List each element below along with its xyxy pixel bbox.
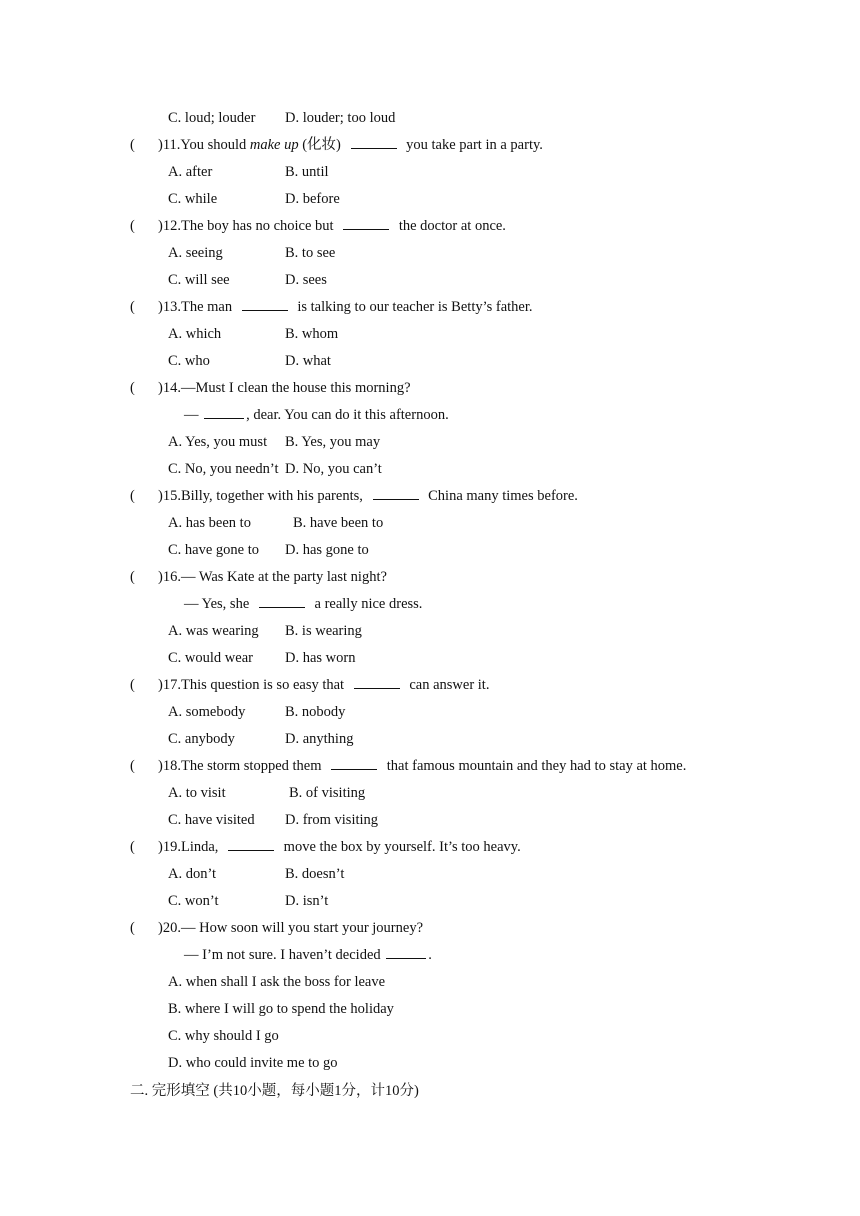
question-text: the doctor at once. [395,218,506,234]
question-number: )15. [158,488,181,504]
question-text: Billy, together with his parents, [180,488,367,504]
question-text: . [428,947,432,963]
option-c: C. loud; louder [168,110,256,126]
option-b: B. whom [285,326,339,342]
question-text: —Must I clean the house this morning? [180,380,411,396]
option-d: D. sees [285,272,327,288]
question-text: You should [180,137,250,153]
option-d: D. has gone to [285,542,369,558]
option-c: C. have visited [168,812,255,828]
question-number: )18. [158,758,181,774]
answer-paren: ( [130,299,135,315]
answer-paren: ( [130,677,135,693]
question-text: can answer it. [405,677,490,693]
question-11 [158,136,543,154]
question-19 [158,838,521,856]
option-b: B. nobody [285,704,346,720]
question-text: The man [180,299,236,315]
question-text: China many times before. [424,488,578,504]
option-a: A. when shall I ask the boss for leave [168,974,386,990]
option-a: A. Yes, you must [168,434,268,450]
question-13 [158,298,533,316]
question-text: Linda, [180,839,223,855]
question-text: — I’m not sure. I haven’t decided [184,947,385,963]
option-c: C. have gone to [168,542,260,558]
question-text: that famous mountain and they had to stay at home. [383,758,687,774]
answer-blank [354,676,400,689]
question-18 [158,757,686,775]
question-text: is talking to our teacher is Betty’s father. [293,299,533,315]
question-number: )17. [158,677,181,693]
option-d: D. who could invite me to go [168,1055,338,1071]
question-text: This question is so easy that [180,677,348,693]
option-c: C. No, you needn’t [168,461,279,477]
option-c: C. anybody [168,731,235,747]
answer-paren: ( [130,218,135,234]
question-20 [158,919,423,937]
option-b: B. to see [285,245,336,261]
answer-blank [242,298,288,311]
question-16 [158,568,387,586]
question-number: )19. [158,839,181,855]
option-d: D. before [285,191,340,207]
option-a: A. somebody [168,704,246,720]
option-b: B. Yes, you may [285,434,381,450]
option-b: B. where I will go to spend the holiday [168,1001,394,1017]
question-14 [158,379,411,397]
option-a: A. to visit [168,785,226,801]
question-number: )16. [158,569,181,585]
question-12 [158,217,506,235]
answer-paren: ( [130,758,135,774]
answer-blank [204,406,244,419]
question-text-italic: make up [249,137,299,153]
section-heading: 二. 完形填空 (共10小题，每小题1分，计10分) [130,1083,419,1099]
question-number: )14. [158,380,181,396]
option-b: B. have been to [293,515,384,531]
answer-blank [259,595,305,608]
option-b: B. doesn’t [285,866,345,882]
question-text: a really nice dress. [310,596,423,612]
answer-blank [386,946,426,959]
answer-paren: ( [130,137,135,153]
answer-paren: ( [130,839,135,855]
question-text: move the box by yourself. It’s too heavy. [280,839,521,855]
option-b: B. until [285,164,329,180]
answer-paren: ( [130,920,135,936]
option-d: D. isn’t [285,893,329,909]
question-text: — Yes, she [184,596,253,612]
question-text: — How soon will you start your journey? [180,920,424,936]
question-number: )20. [158,920,181,936]
option-a: A. was wearing [168,623,259,639]
option-d: D. has worn [285,650,356,666]
option-d: D. from visiting [285,812,379,828]
option-b: B. is wearing [285,623,362,639]
option-c: C. why should I go [168,1028,279,1044]
option-a: A. seeing [168,245,223,261]
question-16-line2 [184,595,422,613]
question-text: , dear. You can do it this afternoon. [246,407,449,423]
answer-paren: ( [130,380,135,396]
option-a: A. don’t [168,866,217,882]
answer-blank [343,217,389,230]
option-a: A. has been to [168,515,251,531]
option-b: B. of visiting [289,785,366,801]
question-text: — [184,407,203,423]
answer-blank [351,136,397,149]
question-text: (化妆) [298,137,345,153]
option-d: D. No, you can’t [285,461,382,477]
question-text: The storm stopped them [180,758,326,774]
option-c: C. won’t [168,893,219,909]
answer-blank [331,757,377,770]
option-c: C. will see [168,272,230,288]
option-c: C. while [168,191,218,207]
option-a: A. after [168,164,213,180]
option-c: C. who [168,353,210,369]
question-number: )12. [158,218,181,234]
option-a: A. which [168,326,222,342]
question-number: )13. [158,299,181,315]
option-d: D. louder; too loud [285,110,396,126]
answer-blank [373,487,419,500]
question-14-line2 [184,406,449,424]
question-text: you take part in a party. [402,137,543,153]
question-20-line2 [184,946,432,964]
question-text: The boy has no choice but [180,218,338,234]
answer-blank [228,838,274,851]
question-text: — Was Kate at the party last night? [180,569,387,585]
question-15 [158,487,578,505]
option-c: C. would wear [168,650,253,666]
answer-paren: ( [130,569,135,585]
option-d: D. anything [285,731,354,747]
answer-paren: ( [130,488,135,504]
question-number: )11. [158,137,181,153]
option-d: D. what [285,353,331,369]
question-17 [158,676,489,694]
